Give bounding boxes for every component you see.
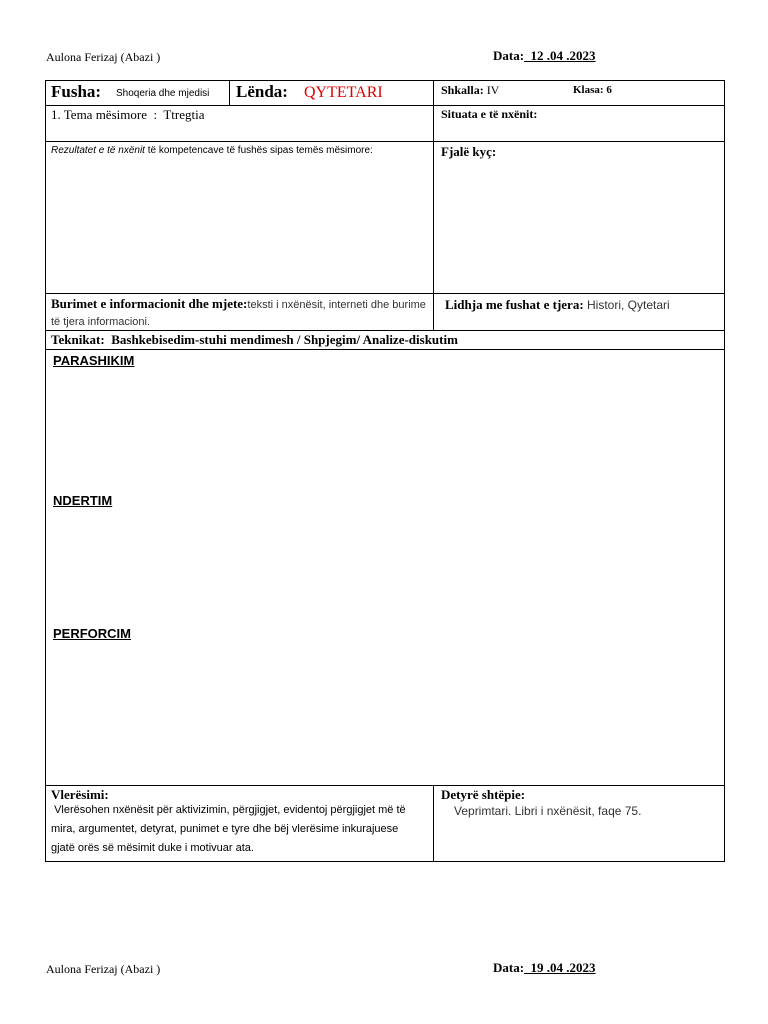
burimet-text xyxy=(51,296,429,330)
detyre-cell xyxy=(433,785,725,862)
ndertim-heading: NDERTIM xyxy=(53,493,113,508)
situata-label: Situata e të nxënit: xyxy=(441,107,538,121)
shkalla xyxy=(441,83,499,98)
burimet-label: Burimet e informacionit dhe mjete: xyxy=(51,296,248,311)
shkalla-label: Shkalla: xyxy=(441,83,484,97)
tema-mesimore: 1. Tema mësimore : Ttregtia xyxy=(51,107,205,122)
date-top xyxy=(493,48,596,64)
burimet-cell xyxy=(45,293,434,331)
klasa xyxy=(573,84,612,96)
date-label: Data: xyxy=(493,960,525,975)
rezultatet-cell xyxy=(45,141,434,294)
fusha-cell xyxy=(45,80,230,106)
date-value: 12 .04 .2023 xyxy=(524,48,596,63)
detyre-label: Detyrë shtëpie: xyxy=(441,787,526,802)
rezultatet-text xyxy=(51,144,421,158)
lenda-value: QYTETARI xyxy=(304,84,383,101)
detyre-text: Veprimtari. Libri i nxënësit, faqe 75. xyxy=(454,804,642,818)
shkalla-klasa-cell xyxy=(433,80,725,106)
lenda-label: Lënda: xyxy=(236,82,288,101)
parashikim-heading: PARASHIKIM xyxy=(53,353,135,368)
lidhja-value: Histori, Qytetari xyxy=(583,298,670,312)
teknikat-text: Teknikat: Bashkebisedim-stuhi mendimesh / Shpjegim/ Analize-diskutim xyxy=(51,332,458,347)
lidhja-cell xyxy=(433,293,725,331)
shkalla-value: IV xyxy=(483,83,500,97)
perforcim-heading: PERFORCIM xyxy=(53,626,131,641)
fjale-kyc-label: Fjalë kyç: xyxy=(441,144,497,159)
vleresimi-text: Vlerësohen nxënësit për aktivizimin, përgjigjet, evidentoj përgjigjet më të mira, argumentet, detyrat, punimet e tyre dhe bëj vlerësime inkurajuese gjatë orës së mësimit duke i motivuar ata. xyxy=(51,804,409,854)
teknikat-cell xyxy=(45,330,725,350)
vleresimi-label: Vlerësimi: xyxy=(51,787,109,802)
klasa-label: Klasa: xyxy=(573,84,604,96)
rezultatet-rest: të kompetencave të fushës sipas temës mësimore: xyxy=(144,145,373,156)
lesson-flow-cell xyxy=(45,349,725,786)
teacher-name-bottom: Aulona Ferizaj (Abazi ) xyxy=(46,962,161,976)
lenda-cell xyxy=(229,80,434,106)
situata-cell xyxy=(433,105,725,142)
vleresimi-cell xyxy=(45,785,434,862)
date-bottom xyxy=(493,960,596,976)
tema-cell xyxy=(45,105,434,142)
klasa-value: 6 xyxy=(603,84,612,96)
rezultatet-italic: Rezultatet e të nxënit xyxy=(51,145,145,156)
teacher-name-top: Aulona Ferizaj (Abazi ) xyxy=(46,50,161,64)
fusha-value: Shoqeria dhe mjedisi xyxy=(116,88,210,99)
fjale-kyc-cell xyxy=(433,141,725,294)
date-value: 19 .04 .2023 xyxy=(524,960,596,975)
date-label: Data: xyxy=(493,48,525,63)
lidhja-label: Lidhja me fushat e tjera: xyxy=(445,297,584,312)
lidhja-text xyxy=(445,296,670,314)
fusha-label: Fusha: xyxy=(51,82,102,101)
burimet-value: teksti i nxënësit, interneti dhe burime të tjera informacioni. xyxy=(51,299,426,328)
